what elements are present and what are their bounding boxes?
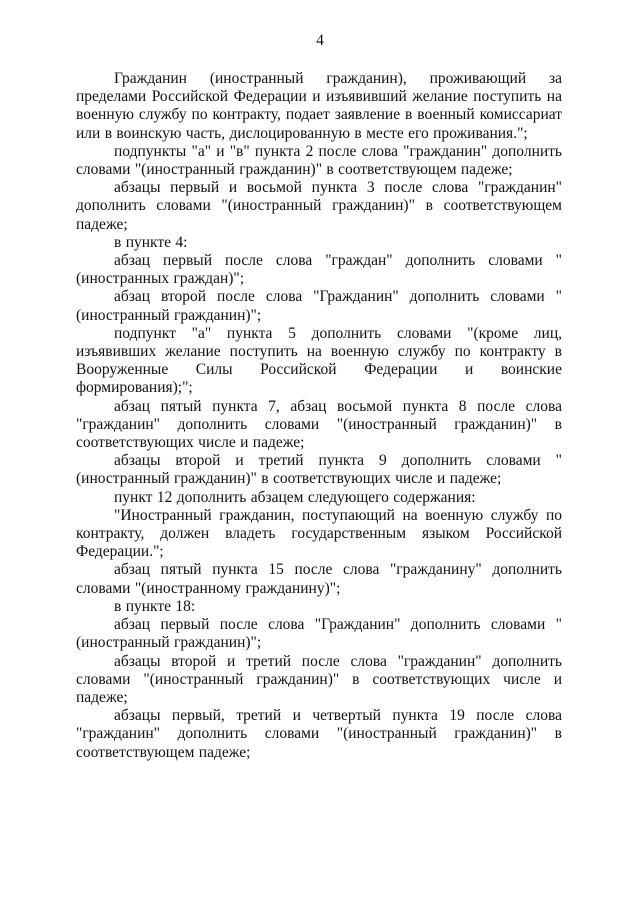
paragraph: абзацы второй и третий пункта 9 дополнить словами "(иностранный гражданин)" в соответствующих числе и падеже; xyxy=(76,452,562,488)
paragraph: пункт 12 дополнить абзацем следующего содержания: xyxy=(114,488,476,506)
paragraph: в пункте 18: xyxy=(114,597,196,615)
paragraph: подпункты "а" и "в" пункта 2 после слова "гражданин" дополнить словами "(иностранный гражданин)" в соответствующем падеже; xyxy=(76,142,562,179)
page-number: 4 xyxy=(316,32,324,49)
paragraph: подпункт "а" пункта 5 дополнить словами "(кроме лиц, изъявивших желание поступить на военную службу по контракту в Вооруженные Силы Российской Федерации и воинские формирования);"; xyxy=(76,324,562,397)
paragraph: абзацы второй и третий после слова "гражданин" дополнить словами "(иностранный гражданин)" в соответствующих числе и падеже; xyxy=(76,652,562,706)
paragraph: Гражданин (иностранный гражданин), проживающий за пределами Российской Федерации и изъявивший желание поступить на военную службу по контракту, подает заявление в военный комиссариат или в воинскую часть, дислоцированную в месте его проживания."; xyxy=(76,70,562,142)
paragraph: абзац первый после слова "граждан" дополнить словами "(иностранных граждан)"; xyxy=(76,252,562,288)
paragraph: абзац пятый пункта 7, абзац восьмой пункта 8 после слова "гражданин" дополнить словами "(иностранный гражданин)" в соответствующих числе и падеже; xyxy=(76,397,562,452)
paragraph: абзац первый после слова "Гражданин" дополнить словами "(иностранный гражданин)"; xyxy=(76,616,562,652)
paragraph: абзацы первый и восьмой пункта 3 после слова "гражданин" дополнить словами "(иностранный гражданин)" в соответствующем падеже; xyxy=(76,179,562,233)
paragraph: "Иностранный гражданин, поступающий на военную службу по контракту, должен владеть государственным языком Российской Федерации."; xyxy=(76,506,562,561)
paragraph: абзац пятый пункта 15 после слова "гражданину" дополнить словами "(иностранному гражданину)"; xyxy=(76,561,562,597)
paragraph: абзацы первый, третий и четвертый пункта 19 после слова "гражданин" дополнить словами "(иностранный гражданин)" в соответствующем падеже; xyxy=(76,707,562,761)
document-body xyxy=(76,70,562,762)
paragraph: абзац второй после слова "Гражданин" дополнить словами "(иностранный гражданин)"; xyxy=(76,288,562,324)
paragraph: в пункте 4: xyxy=(114,233,188,251)
